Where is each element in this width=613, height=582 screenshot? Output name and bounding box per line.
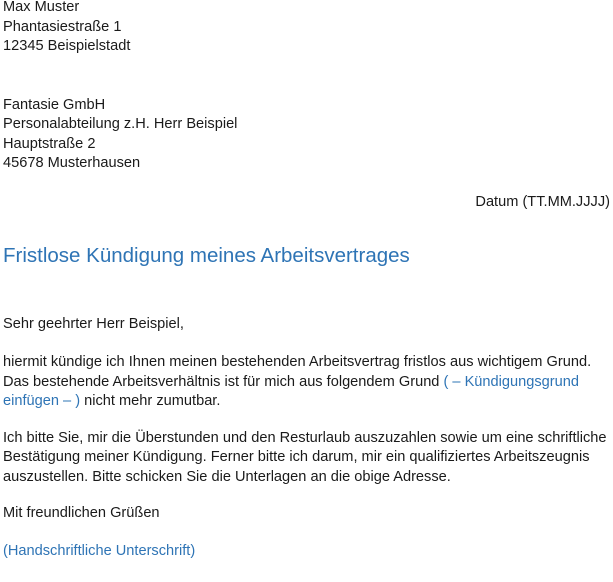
- recipient-company: Fantasie GmbH: [3, 96, 106, 113]
- sender-street: Phantasiestraße 1: [3, 18, 122, 35]
- letter-subject: Fristlose Kündigung meines Arbeitsvertrages: [3, 243, 410, 267]
- paragraph-line: auszustellen. Bitte schicken Sie die Unterlagen an die obige Adresse.: [3, 468, 451, 485]
- paragraph-line: hiermit kündige ich Ihnen meinen bestehenden Arbeitsvertrag fristlos aus wichtigem Grund.: [3, 354, 592, 370]
- reason-placeholder: ( – Kündigungsgrund: [443, 373, 579, 390]
- sender-address: [3, 0, 610, 57]
- paragraph-line: [3, 373, 610, 393]
- paragraph-text: Das bestehende Arbeitsverhältnis ist für mich aus folgendem Grund: [3, 373, 444, 390]
- paragraph-text: nicht mehr zumutbar.: [80, 393, 221, 409]
- letter-date: Datum (TT.MM.JJJJ): [475, 194, 610, 210]
- paragraph-requests: [3, 429, 610, 488]
- paragraph-line: Bestätigung meiner Kündigung. Ferner bitte ich darum, mir ein qualifiziertes Arbeitszeugnis: [3, 449, 590, 465]
- sender-city: 12345 Beispielstadt: [3, 38, 131, 54]
- signature-placeholder: (Handschriftliche Unterschrift): [3, 542, 196, 559]
- recipient-department: Personalabteilung z.H. Herr Beispiel: [3, 116, 238, 132]
- sender-name: Max Muster: [3, 0, 80, 15]
- recipient-street: Hauptstraße 2: [3, 135, 96, 152]
- paragraph-termination: [3, 353, 610, 412]
- reason-placeholder-end: einfügen – ): [3, 393, 81, 409]
- closing: Mit freundlichen Grüßen: [3, 505, 160, 521]
- paragraph-line: [3, 392, 610, 412]
- salutation: Sehr geehrter Herr Beispiel,: [3, 315, 184, 332]
- recipient-city: 45678 Musterhausen: [3, 155, 141, 171]
- letter-page: [3, 0, 610, 561]
- recipient-address: [3, 96, 610, 174]
- paragraph-line: Ich bitte Sie, mir die Überstunden und den Resturlaub auszuzahlen sowie um eine schriftliche: [3, 429, 607, 446]
